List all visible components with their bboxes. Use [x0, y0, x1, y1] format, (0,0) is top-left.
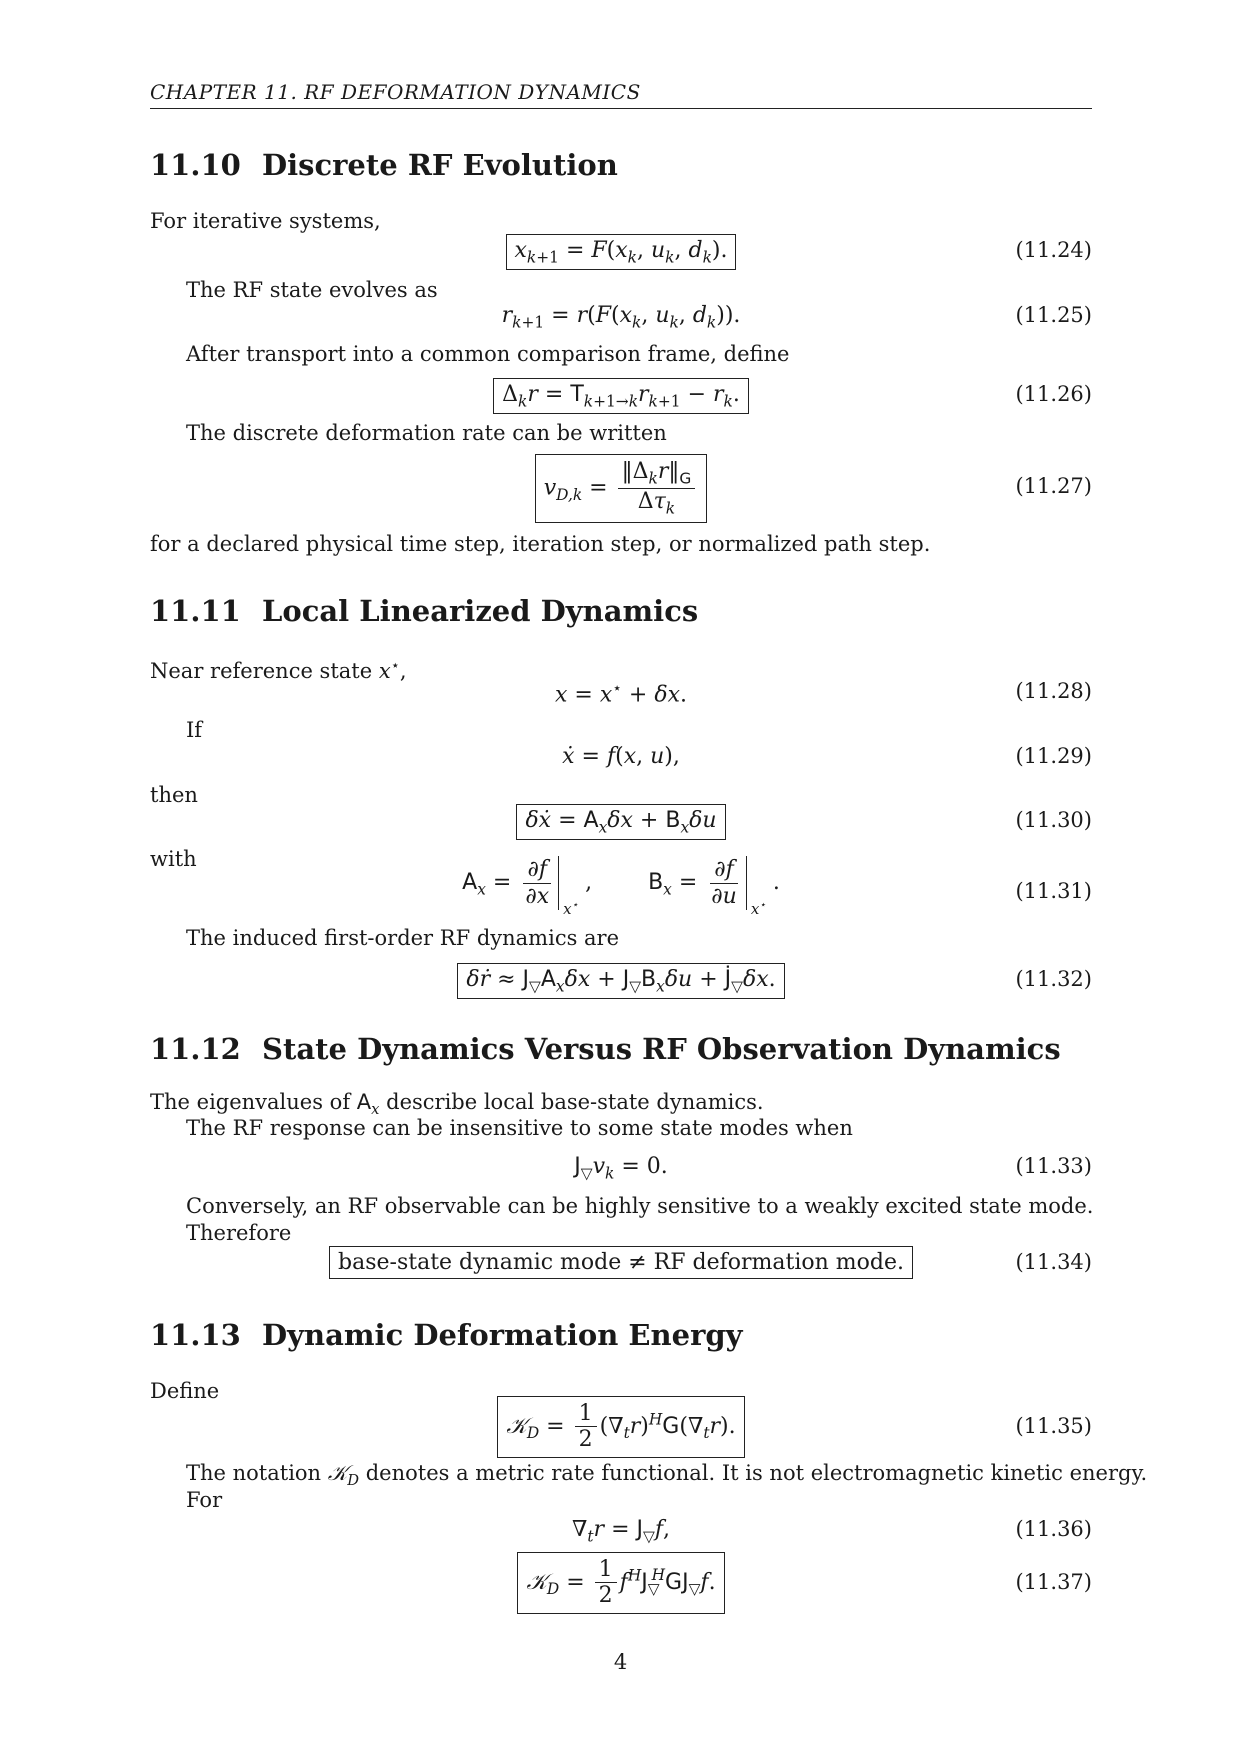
equation-11-31: $A_x$ = $\frac{\partial f}{\partial x}$ x⋆ , $B_x$ = $\frac{\partial f}{\partial u}$ x⋆ . [462, 857, 780, 918]
equation-11-29: ẋ = f(x, u), [562, 744, 680, 769]
paragraph: For iterative systems, [150, 209, 381, 233]
paragraph: The RF state evolves as [186, 278, 438, 302]
section-number: 11.11 [150, 594, 241, 628]
paragraph: with [150, 847, 197, 871]
paragraph: Define [150, 1379, 220, 1403]
equation-number: (11.30) [1015, 808, 1092, 832]
equation-11-24: $x_{k+1} = F(x_k$, $u_k$, $d_k$). [150, 234, 1092, 270]
equation-11-33: $J_▽v_k = 0$. [574, 1154, 668, 1183]
equation-number: (11.26) [1015, 382, 1092, 406]
paragraph: The notation 𝒦$_D$ denotes a metric rate functional. It is not electromagnetic kinetic energy. [186, 1461, 1148, 1490]
equation-number: (11.29) [1015, 744, 1092, 768]
paragraph: The discrete deformation rate can be written [186, 421, 667, 445]
paragraph: For [186, 1488, 223, 1512]
section-number: 11.13 [150, 1318, 241, 1352]
section-title: Dynamic Deformation Energy [262, 1318, 743, 1352]
paragraph: After transport into a common comparison frame, define [186, 342, 790, 366]
equation-number: (11.25) [1015, 303, 1092, 327]
equation-11-26: $\Delta_kr = T_{k+1\to k}r_{k+1} - r_k$. [150, 378, 1092, 414]
equation-11-28: x = x⋆ + δx. [555, 679, 687, 708]
equation-11-37: 𝒦$_D$ = $\frac{1}{2}$ $f^HJ_▽^HGJ_▽f$. [150, 1552, 1092, 1614]
section-number: 11.10 [150, 148, 241, 182]
equation-11-32: δṙ ≈ $J_▽A_x\delta x + J_▽B_x\delta u$ + $J̇_▽\delta x$. [150, 963, 1092, 999]
paragraph: then [150, 783, 198, 807]
equation-11-34: base-state dynamic mode ≠ RF deformation mode. [150, 1246, 1092, 1279]
paragraph: The eigenvalues of $A_x$ describe local base-state dynamics. [150, 1090, 764, 1119]
paragraph: The induced first-order RF dynamics are [186, 926, 620, 950]
paragraph: If [186, 718, 203, 742]
equation-11-35: 𝒦$_D$ = $\frac{1}{2}$ $(\nabla_tr)^HG(\nabla_tr)$. [150, 1396, 1092, 1458]
paragraph: Near reference state x⋆, [150, 657, 407, 683]
section-title: State Dynamics Versus RF Observation Dynamics [262, 1032, 1061, 1066]
equation-11-30: δẋ = $A_x\delta x + B_x\delta u$ [150, 804, 1092, 840]
equation-11-27: $v_{D,k}$ = $\frac{‖\Delta_kr‖_G}{\Delta\tau_k}$ [150, 454, 1092, 523]
paragraph: Conversely, an RF observable can be highly sensitive to a weakly excited state mode. [186, 1194, 1094, 1218]
page-number: 4 [613, 1650, 628, 1674]
equation-number: (11.34) [1015, 1250, 1092, 1274]
equation-number: (11.36) [1015, 1517, 1092, 1541]
equation-number: (11.33) [1015, 1154, 1092, 1178]
equation-number: (11.27) [1015, 474, 1092, 498]
section-title: Local Linearized Dynamics [262, 594, 699, 628]
paragraph: for a declared physical time step, iteration step, or normalized path step. [150, 532, 931, 556]
section-heading-11-13 [150, 1318, 742, 1352]
section-heading-11-11 [150, 594, 698, 628]
equation-number: (11.28) [1015, 679, 1092, 703]
equation-number: (11.24) [1015, 238, 1092, 262]
paragraph: Therefore [186, 1221, 292, 1245]
section-title: Discrete RF Evolution [262, 148, 618, 182]
equation-number: (11.35) [1015, 1414, 1092, 1438]
running-header: CHAPTER 11. RF DEFORMATION DYNAMICS [150, 80, 1092, 109]
paragraph: The RF response can be insensitive to some state modes when [186, 1116, 853, 1140]
section-heading-11-12 [150, 1032, 1061, 1066]
equation-number: (11.32) [1015, 967, 1092, 991]
equation-11-36: $\nabla_tr = J_▽f$, [571, 1517, 670, 1546]
equation-number: (11.37) [1015, 1570, 1092, 1594]
section-number: 11.12 [150, 1032, 241, 1066]
section-heading-11-10 [150, 148, 618, 182]
equation-number: (11.31) [1015, 879, 1092, 903]
equation-11-25: $r_{k+1} = r(F(x_k$, $u_k$, $d_k$)). [501, 303, 741, 332]
